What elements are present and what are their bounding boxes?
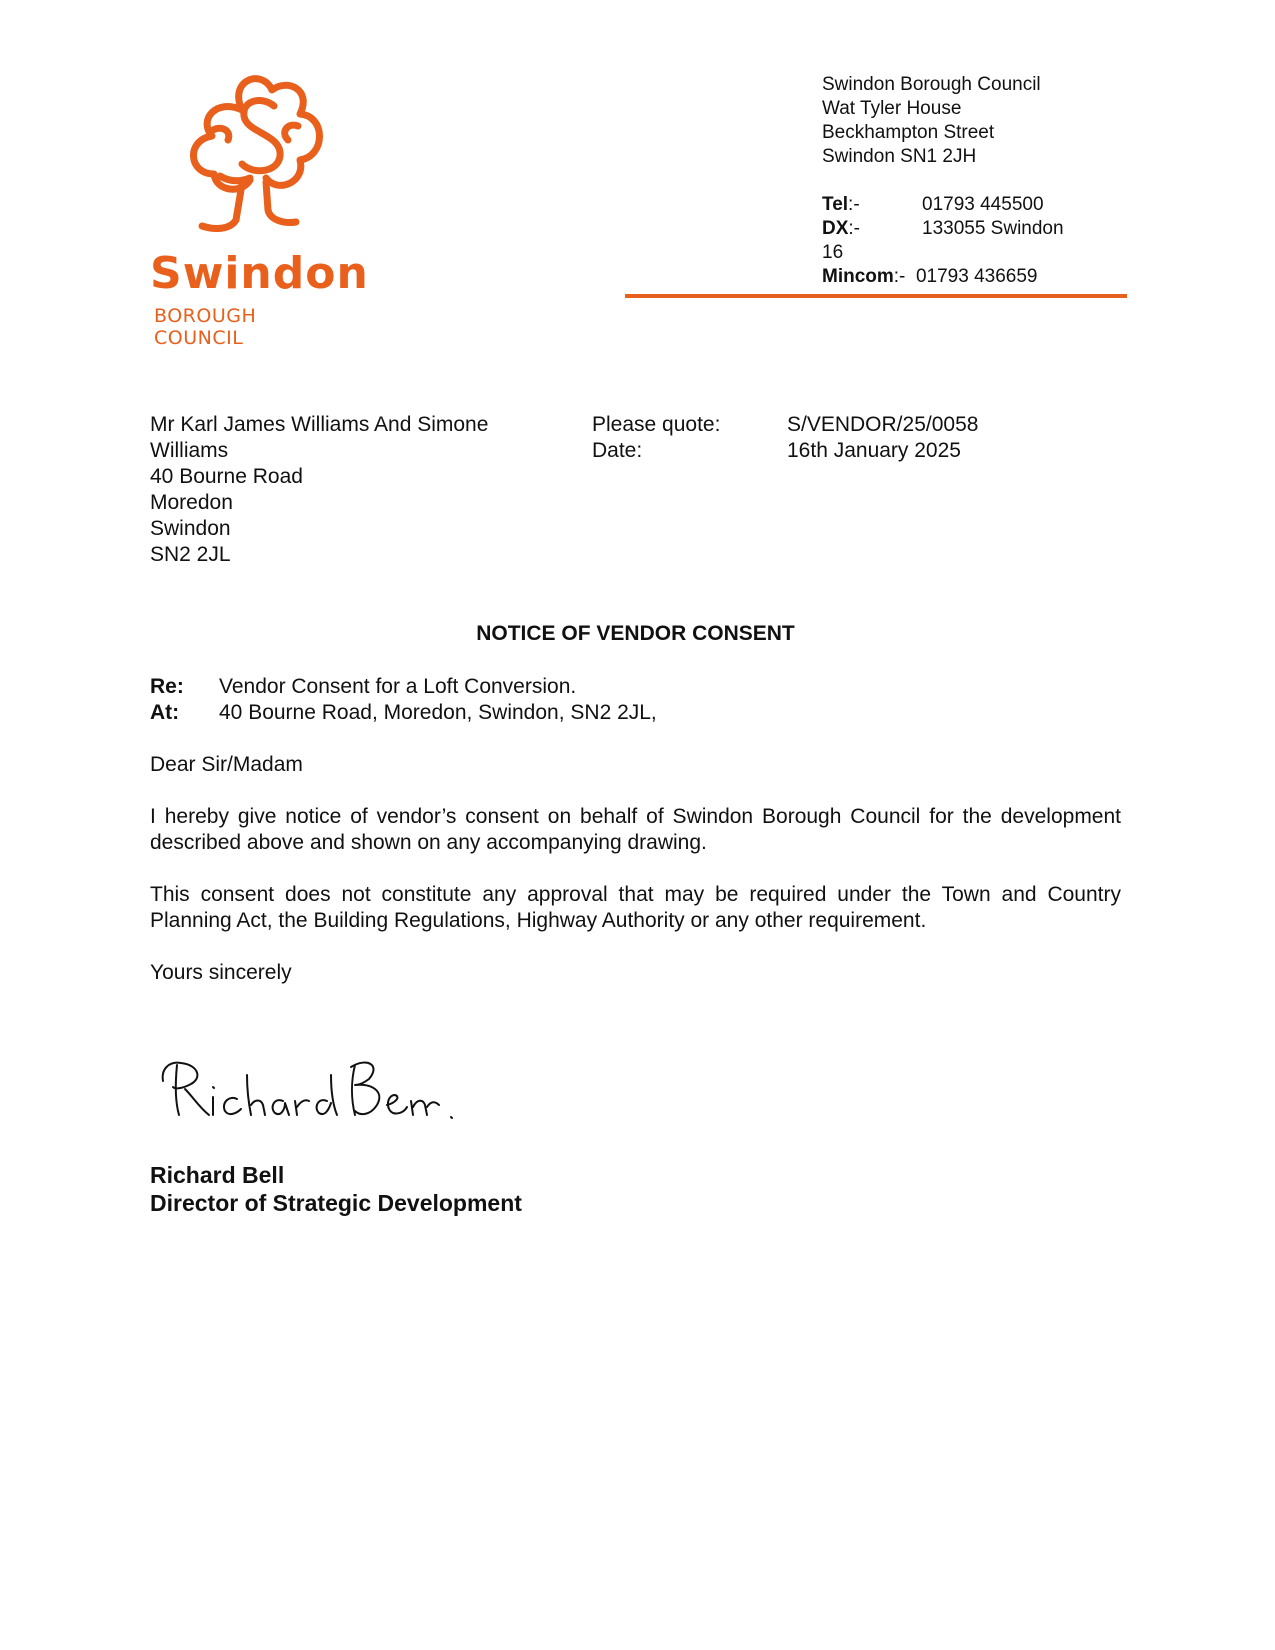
body-paragraph-1: I hereby give notice of vendor’s consent on behalf of Swindon Borough Council for the development described above and shown on any accompanying drawing. bbox=[150, 805, 1121, 854]
recipient-line: 40 Bourne Road bbox=[150, 465, 303, 488]
recipient-line: Moredon bbox=[150, 491, 233, 514]
signature-image bbox=[155, 1045, 475, 1125]
body-paragraph-2: This consent does not constitute any approval that may be required under the Town and Country Planning Act, the Building Regulations, Highway Authority or any other requirement. bbox=[150, 883, 1121, 932]
recipient-line: Williams bbox=[150, 439, 229, 462]
signatory-title: Director of Strategic Development bbox=[150, 1190, 522, 1216]
date-row bbox=[592, 438, 1012, 464]
dx-overflow-row bbox=[822, 241, 1082, 265]
mincom-row bbox=[822, 265, 1082, 289]
recipient-line: Mr Karl James Williams And Simone bbox=[150, 413, 489, 436]
address-line: Beckhampton Street bbox=[822, 122, 995, 143]
closing: Yours sincerely bbox=[150, 961, 292, 984]
address-line: Swindon Borough Council bbox=[822, 74, 1041, 95]
reference-block bbox=[592, 412, 1012, 464]
mincom-suffix: :- bbox=[893, 266, 906, 287]
quote-label: Please quote: bbox=[592, 413, 721, 436]
date-label: Date: bbox=[592, 439, 643, 462]
tree-icon bbox=[150, 70, 350, 245]
date-value: 16th January 2025 bbox=[787, 439, 961, 462]
address-line: Swindon SN1 2JH bbox=[822, 146, 977, 167]
signature bbox=[155, 1045, 475, 1125]
tel-label: Tel bbox=[822, 194, 849, 215]
recipient-address bbox=[150, 412, 540, 568]
re-value: Vendor Consent for a Loft Conversion. bbox=[219, 675, 577, 698]
quote-value: S/VENDOR/25/0058 bbox=[787, 413, 979, 436]
contact-details bbox=[822, 193, 1082, 289]
re-row bbox=[150, 674, 1121, 700]
signatory-block bbox=[150, 1161, 522, 1217]
notice-title: NOTICE OF VENDOR CONSENT bbox=[476, 622, 795, 645]
tel-suffix: :- bbox=[848, 194, 860, 215]
dx-row bbox=[822, 217, 1082, 241]
subject-block bbox=[150, 674, 1121, 726]
quote-row bbox=[592, 412, 1012, 438]
council-logo bbox=[150, 70, 369, 349]
tel-value: 01793 445500 bbox=[922, 194, 1044, 215]
at-label: At: bbox=[150, 701, 180, 724]
dx-overflow: 16 bbox=[822, 242, 844, 263]
mincom-label: Mincom bbox=[822, 266, 894, 287]
dx-suffix: :- bbox=[848, 218, 861, 239]
salutation: Dear Sir/Madam bbox=[150, 753, 303, 776]
tel-row bbox=[822, 193, 1082, 217]
header-divider bbox=[625, 294, 1127, 298]
re-label: Re: bbox=[150, 675, 184, 698]
at-row bbox=[150, 700, 1121, 726]
logo-subtitle: BOROUGH COUNCIL bbox=[154, 305, 257, 349]
recipient-line: Swindon bbox=[150, 517, 231, 540]
dx-label: DX bbox=[822, 218, 849, 239]
logo-wordmark: Swindon bbox=[150, 248, 369, 299]
council-address bbox=[822, 73, 1041, 169]
address-line: Wat Tyler House bbox=[822, 98, 962, 119]
mincom-value: 01793 436659 bbox=[915, 266, 1038, 287]
signatory-name: Richard Bell bbox=[150, 1162, 285, 1188]
at-value: 40 Bourne Road, Moredon, Swindon, SN2 2JL, bbox=[219, 701, 657, 724]
dx-value: 133055 Swindon bbox=[922, 218, 1064, 239]
recipient-line: SN2 2JL bbox=[150, 543, 231, 566]
